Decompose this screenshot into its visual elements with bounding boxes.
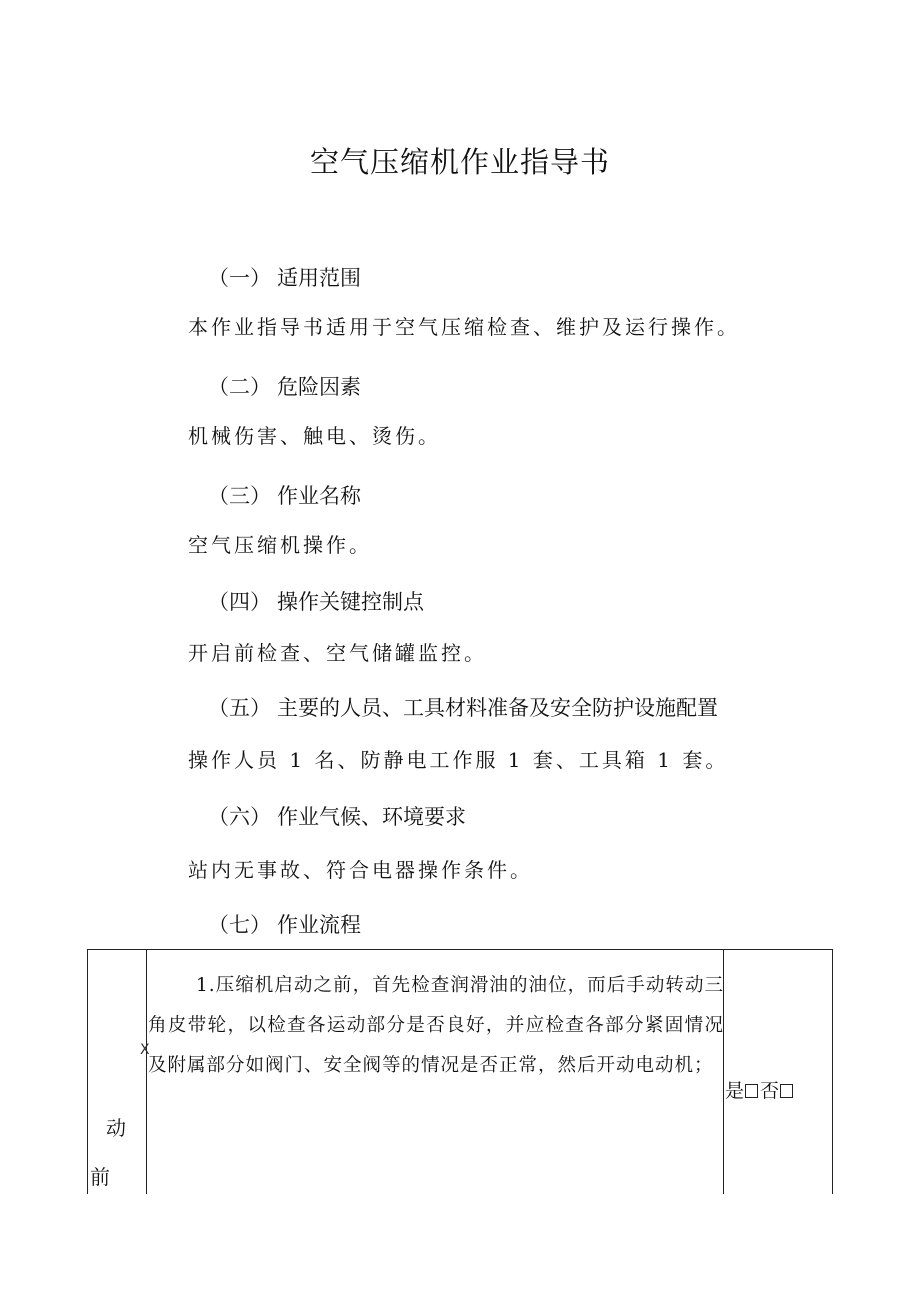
cell-mark: X xyxy=(140,1042,150,1058)
checkbox-no[interactable] xyxy=(780,1084,793,1098)
section-number: （四） xyxy=(208,590,271,614)
section-heading-1 xyxy=(208,263,361,293)
section-heading-4 xyxy=(208,587,424,617)
check-no-label: 否 xyxy=(760,1080,780,1102)
section-heading-7 xyxy=(208,910,361,940)
section-heading-2 xyxy=(208,372,361,402)
section-heading-6 xyxy=(208,802,466,832)
column-divider xyxy=(146,950,147,1194)
section-number: （五） xyxy=(208,696,271,720)
section-number: （二） xyxy=(208,375,271,399)
section-content-5: 操作人员 1 名、防静电工作服 1 套、工具箱 1 套。 xyxy=(188,748,729,772)
section-number: （一） xyxy=(208,266,271,290)
checkbox-yes[interactable] xyxy=(745,1084,758,1098)
section-heading-text: 操作关键控制点 xyxy=(277,590,424,614)
flow-step-1 xyxy=(148,966,724,1086)
section-content-2: 机械伤害、触电、烫伤。 xyxy=(188,424,441,448)
section-heading-text: 适用范围 xyxy=(277,266,361,290)
section-heading-5 xyxy=(208,693,718,723)
section-heading-text: 危险因素 xyxy=(277,375,361,399)
section-heading-text: 作业气候、环境要求 xyxy=(277,805,466,829)
section-number: （六） xyxy=(208,805,271,829)
document-title: 空气压缩机作业指导书 xyxy=(309,145,610,179)
section-heading-text: 作业名称 xyxy=(277,484,361,508)
section-content-6: 站内无事故、符合电器操作条件。 xyxy=(188,858,533,882)
section-content-4: 开启前检查、空气储罐监控。 xyxy=(188,641,487,665)
stage-char: 前 xyxy=(90,1165,110,1189)
stage-char: 动 xyxy=(106,1116,126,1140)
section-heading-3 xyxy=(208,481,361,511)
flow-step-text: 1.压缩机启动之前，首先检查润滑油的油位，而后手动转动三角皮带轮，以检查各运动部分是否良好，并应检查各部分紧固情况及附属部分如阀门、安全阀等的情况是否正常，然后开动电动机； xyxy=(148,975,724,1076)
section-heading-text: 主要的人员、工具材料准备及安全防护设施配置 xyxy=(277,696,718,720)
section-number: （七） xyxy=(208,913,271,937)
check-yes-label: 是 xyxy=(725,1080,745,1102)
work-flow-table xyxy=(87,949,833,1194)
section-content-3: 空气压缩机操作。 xyxy=(188,533,372,557)
section-heading-text: 作业流程 xyxy=(277,913,361,937)
section-number: （三） xyxy=(208,484,271,508)
yes-no-check xyxy=(725,1076,833,1106)
section-content-1: 本作业指导书适用于空气压缩检查、维护及运行操作。 xyxy=(188,315,740,339)
